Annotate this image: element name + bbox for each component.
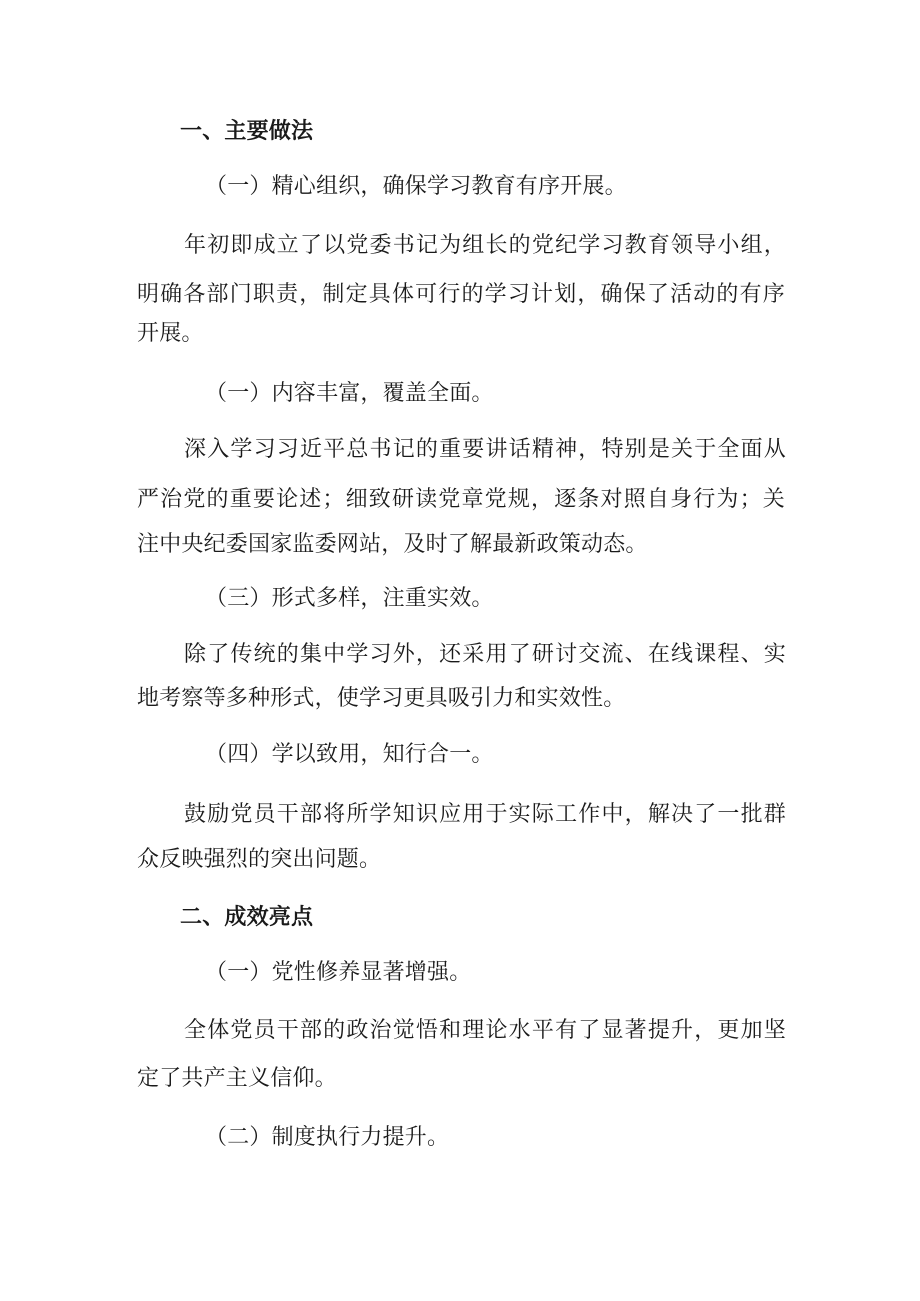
paragraph-line: 开展。 [137, 321, 204, 346]
subheading-organize: （一）精心组织，确保学习教育有序开展。 [205, 174, 627, 199]
paragraph-line: 明确各部门职责，制定具体可行的学习计划，确保了活动的有序 [137, 282, 785, 307]
paragraph-line: 严治党的重要论述；细致研读党章党规，逐条对照自身行为；关 [137, 487, 785, 512]
subheading-party-spirit: （一）党性修养显著增强。 [205, 960, 472, 985]
paragraph-line: 全体党员干部的政治觉悟和理论水平有了显著提升，更加坚 [184, 1018, 786, 1043]
paragraph-line: 除了传统的集中学习外，还采用了研讨交流、在线课程、实 [184, 642, 786, 667]
paragraph-line: 众反映强烈的突出问题。 [137, 847, 382, 872]
paragraph-line: 定了共产主义信仰。 [137, 1066, 337, 1091]
paragraph-line: 深入学习习近平总书记的重要讲话精神，特别是关于全面从 [184, 437, 786, 462]
subheading-forms: （三）形式多样，注重实效。 [205, 586, 494, 611]
subheading-apply: （四）学以致用，知行合一。 [205, 742, 494, 767]
subheading-content: （一）内容丰富，覆盖全面。 [205, 381, 494, 406]
section-heading-main-practices: 一、主要做法 [180, 119, 314, 144]
paragraph-line: 注中央纪委国家监委网站，及时了解最新政策动态。 [137, 532, 648, 557]
paragraph-line: 地考察等多种形式，使学习更具吸引力和实效性。 [137, 686, 626, 711]
paragraph-line: 年初即成立了以党委书记为组长的党纪学习教育领导小组， [184, 233, 786, 258]
section-heading-results: 二、成效亮点 [180, 905, 314, 930]
subheading-execution: （二）制度执行力提升。 [205, 1125, 450, 1150]
paragraph-line: 鼓励党员干部将所学知识应用于实际工作中，解决了一批群 [184, 802, 786, 827]
